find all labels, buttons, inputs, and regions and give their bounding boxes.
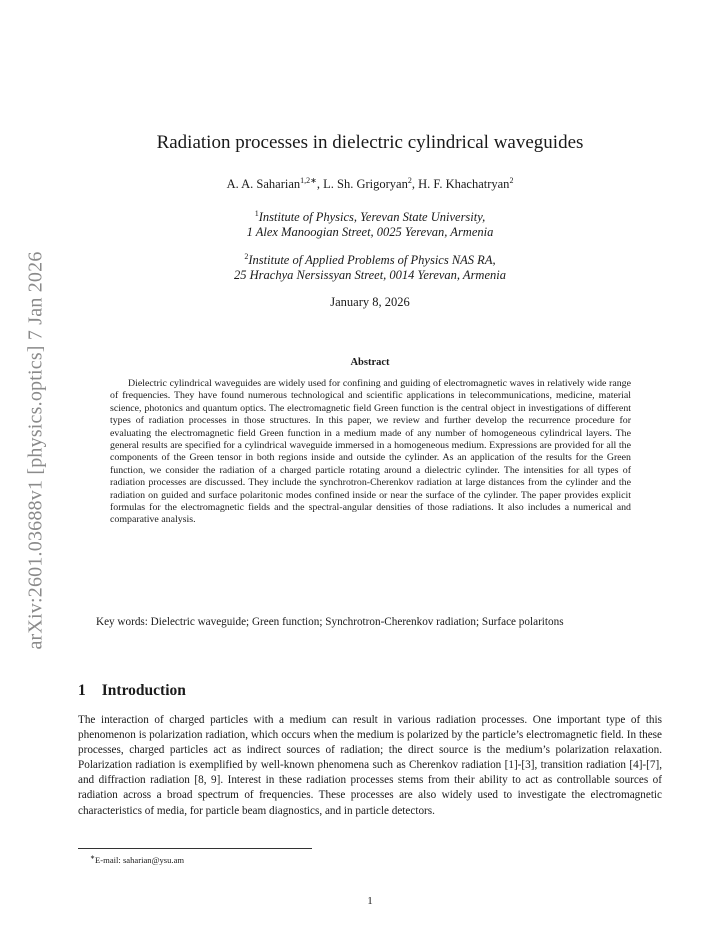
author-name: H. F. Khachatryan [418,177,510,192]
section-title: Introduction [101,682,186,699]
introduction-text: The interaction of charged particles with a medium can result in various radiation processes. One important type of this phenomenon is polarization radiation, which occurs when the medium is polarized by the particle’s electromagnetic field. In these processes, charged particles act as indirect sources of radiation; the direct source is the medium’s polarization relaxation. Polarization radiation is exemplified by well-known phenomena such as Cherenkov radiation [1]-[3], transition radiation [4]-[7], and diffraction radiation [8, 9]. Interest in these radiation processes stems from their ability to act as controllable sources of radiation across a broad spectrum of frequencies. These processes are also widely used to investigate the electromagnetic characteristics of media, for particle beam diagnostics, and in particle detectors. [78,714,662,817]
keywords: Key words: Dielectric waveguide; Green function; Synchrotron-Cherenkov radiation; Surface polaritons [96,616,564,628]
author-affiliation-mark: 2 [509,176,514,185]
arxiv-side-stamp [16,230,56,670]
author-affiliation-mark: 2 [407,176,412,185]
footnote-divider [78,848,312,849]
footnote-mark: ∗ [90,855,96,861]
author-name: L. Sh. Grigoryan [323,177,408,192]
arxiv-identifier: arXiv:2601.03688v1 [physics.optics] 7 Jan 2026 [24,250,47,650]
paper-date: January 8, 2026 [330,295,410,309]
author-affiliation-mark: 1,2∗ [300,176,317,185]
abstract-text: Dielectric cylindrical waveguides are widely used for confining and guiding of electromagnetic waves in relatively wide range of frequencies. They have found numerous technological and scientific applications in telecommunications, medicine, material science, photonics and quantum optics. The electromagnetic field Green function is the central object in investigations of different types of radiation processes in those structures. In this paper, we review and further develop the recurrence procedure for evaluating the electromagnetic field Green function in a medium made of any number of homogeneous cylindrical layers. The general results are specified for a cylindrical waveguide immersed in a homogeneous medium. Expressions are provided for all the components of the Green tensor in both regions inside and outside the cylinder. As an application of the results for the Green function, we consider the radiation of a charged particle rotating around a dielectric cylinder. The intensities for all types of radiation processes are discussed. They include the synchrotron-Cherenkov radiation at large distances from the cylinder and the radiation on guided and surface polaritonic modes confined inside or near the surface of the cylinder. The paper provides explicit formulas for the electromagnetic fields and the spectral-angular densities of those radiations. It also includes a numerical and comparative analysis. [110,378,631,526]
footnote-email: E-mail: saharian@ysu.am [95,854,185,865]
author-list: A. A. Saharian$^{1,2∗}$, L. Sh. Grigoryan$^2$, H. F. Khachatryan$^2$ [226,176,514,192]
section-number: 1 [78,682,86,699]
affiliation-institution: Institute of Applied Problems of Physics NAS RA, [248,253,496,268]
section-heading [78,682,186,700]
paper-title: Radiation processes in dielectric cylindrical waveguides [156,132,584,153]
footnote [90,853,184,866]
affiliation-institution: Institute of Physics, Yerevan State University, [258,210,486,225]
author-name: A. A. Saharian [226,177,301,192]
affiliation-mark: 1 [254,209,259,218]
affiliation-1 [78,206,662,240]
affiliation-mark: 2 [244,252,249,261]
affiliation-2 [78,249,662,283]
page-number: 1 [367,895,373,907]
affiliation-address: 25 Hrachya Nersissyan Street, 0014 Yerevan, Armenia [234,268,506,283]
abstract-heading: Abstract [350,357,390,368]
affiliation-address: 1 Alex Manoogian Street, 0025 Yerevan, Armenia [246,225,494,240]
